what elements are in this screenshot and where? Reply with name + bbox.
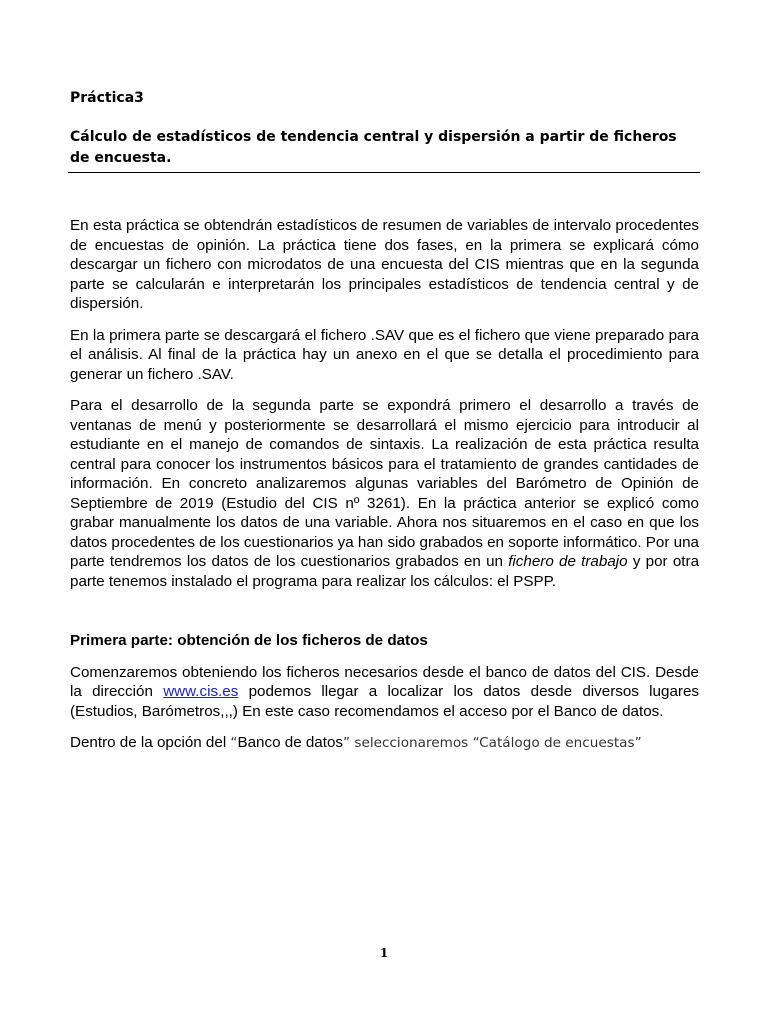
- open-quote-2: “: [472, 735, 480, 751]
- sav-file-paragraph: En la primera parte se descargará el fichero .SAV que es el fichero que viene preparado para el análisis. Al final de la práctica hay un anexo en el que se detalla el procedimiento para generar un fichero .SAV.: [70, 326, 699, 383]
- option-text-start: Dentro de la opción del: [70, 734, 231, 751]
- page-number: 1: [379, 946, 389, 960]
- data-bank-option-paragraph: [70, 733, 699, 754]
- cis-download-paragraph: [70, 663, 699, 722]
- open-quote: “: [230, 735, 238, 751]
- close-quote-2: ”: [634, 735, 642, 751]
- close-quote: ”: [343, 735, 351, 751]
- second-part-text-end: y por otra parte tenemos instalado el programa para realizar los cálculos: el PSPP.: [70, 553, 700, 590]
- cis-download-text-end: podemos llegar a localizar los datos desde diversos lugares (Estudios, Barómetros,,,) En este caso recomendamos el acceso por el Banco de datos.: [70, 683, 699, 720]
- second-part-paragraph: [70, 396, 699, 591]
- section-heading-first-part: Primera parte: obtención de los ficheros de datos: [70, 632, 428, 649]
- survey-catalog-term: Catálogo de encuestas: [479, 735, 635, 751]
- second-part-text-start: Para el desarrollo de la segunda parte se expondrá primero el desarrollo a través de ventanas de menú y posteriormente se desarrollará el mismo ejercicio para introducir al estudiante en el manejo de comandos de sintaxis. La realización de esta práctica resulta central para conocer los instrumentos básicos para el tratamiento de grandes cantidades de información. En concreto analizaremos algunas variables del Barómetro de Opinión de Septiembre de 2019 (Estudio del CIS nº 3261). En la práctica anterior se explicó como grabar manualmente los datos de una variable. Ahora nos situaremos en el caso en que los datos procedentes de los cuestionarios ya han sido grabados en soporte informático. Por una parte tendremos los datos de los cuestionarios grabados en un: [70, 397, 699, 570]
- data-bank-term: Banco de datos: [237, 734, 344, 751]
- document-header: [70, 88, 700, 170]
- intro-paragraph: En esta práctica se obtendrán estadísticos de resumen de variables de intervalo procedentes de encuestas de opinión. La práctica tiene dos fases, en la primera se explicará cómo descargar un fichero con microdatos de una encuesta del CIS mientras que en la segunda parte se calcularán e interpretarán los principales estadísticos de tendencia central y de dispersión.: [70, 217, 699, 312]
- document-title: Cálculo de estadísticos de tendencia central y dispersión a partir de ficheros de encuesta.: [70, 129, 677, 166]
- cis-download-text-start: Comenzaremos obteniendo los ficheros necesarios desde el banco de datos del CIS. Desde la dirección: [70, 663, 699, 700]
- working-file-term: fichero de trabajo: [508, 553, 628, 570]
- option-text-middle: seleccionaremos: [350, 735, 473, 751]
- practice-label: Práctica3: [70, 90, 144, 106]
- document-body: [70, 216, 699, 766]
- title-underline-divider: [68, 172, 700, 173]
- cis-website-link[interactable]: www.cis.es: [163, 683, 239, 700]
